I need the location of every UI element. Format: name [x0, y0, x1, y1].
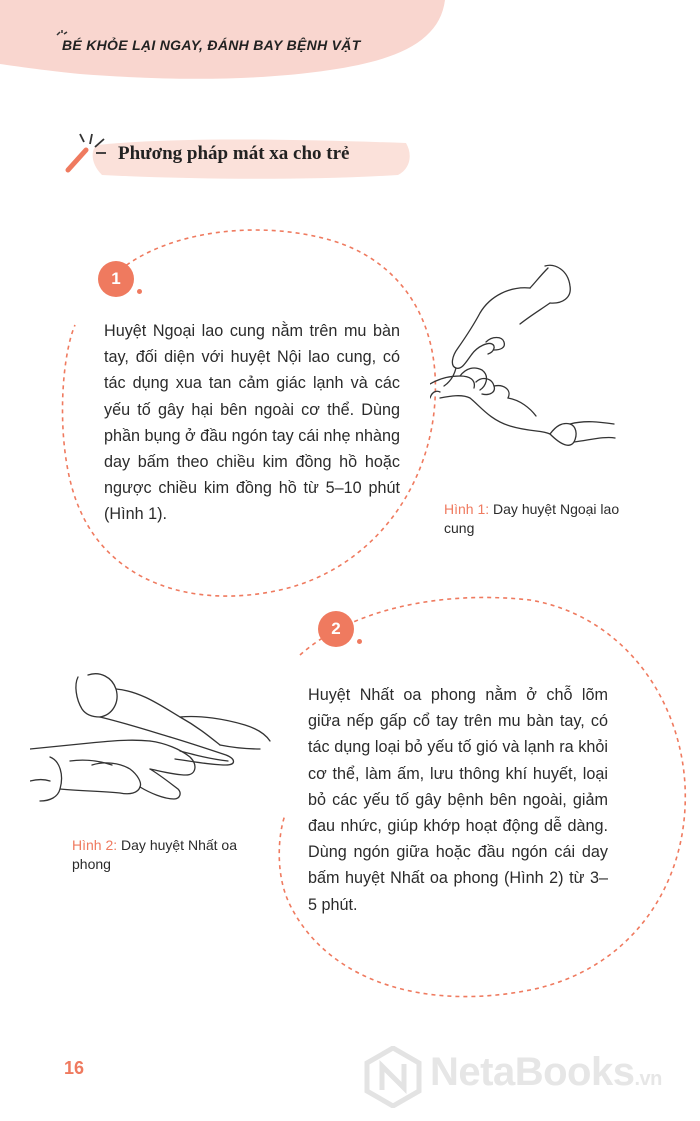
figure-2-hands-illustration [30, 665, 275, 815]
watermark-suffix: .vn [634, 1068, 662, 1090]
watermark-text [430, 1050, 662, 1095]
step-badge-dot [357, 639, 362, 644]
figure-caption [72, 836, 252, 874]
section-title: Phương pháp mát xa cho trẻ [118, 143, 350, 164]
page-number: 16 [64, 1058, 85, 1078]
step-badge-dot [137, 289, 142, 294]
step-number-badge: 1 [98, 261, 134, 297]
figure-caption-text: Day huyệt Nhất oa phong [72, 837, 237, 872]
netabooks-logo-icon [364, 1046, 422, 1113]
step-text: Huyệt Nhất oa phong nằm ở chỗ lõm giữa nếp gấp cổ tay trên mu bàn tay, có tác dụng loại bỏ yếu tố gió và lạnh ra khỏi cơ thể, làm ấm, lưu thông khí huyết, loại bỏ các yếu tố gây bệnh bên ngoài, giảm đau nhức, giúp khớp hoạt động dễ dàng. Dùng ngón giữa hoặc đầu ngón cái day bấm huyệt Nhất oa phong (Hình 2) từ 3–5 phút. [308, 686, 608, 914]
figure-caption-text: Day huyệt Ngoại lao cung [444, 501, 620, 536]
watermark-brand: NetaBooks [430, 1050, 635, 1094]
figure-label: Hình 1: [444, 501, 490, 517]
running-header: BÉ KHỎE LẠI NGAY, ĐÁNH BAY BỆNH VẶT [62, 37, 361, 53]
step-text: Huyệt Ngoại lao cung nằm trên mu bàn tay, đối diện với huyệt Nội lao cung, có tác dụng xua tan cảm giác lạnh và các yếu tố gây hại bên ngoài cơ thể. Dùng phần bụng ở đầu ngón tay cái nhẹ nhàng day bấm theo chiều kim đồng hồ hoặc ngược chiều kim đồng hồ từ 5–10 phút (Hình 1). [104, 322, 400, 524]
step-number-badge: 2 [318, 611, 354, 647]
figure-1-hands-illustration [430, 258, 620, 468]
figure-caption [444, 500, 624, 538]
figure-label: Hình 2: [72, 837, 118, 853]
magic-wand-icon [64, 128, 110, 179]
